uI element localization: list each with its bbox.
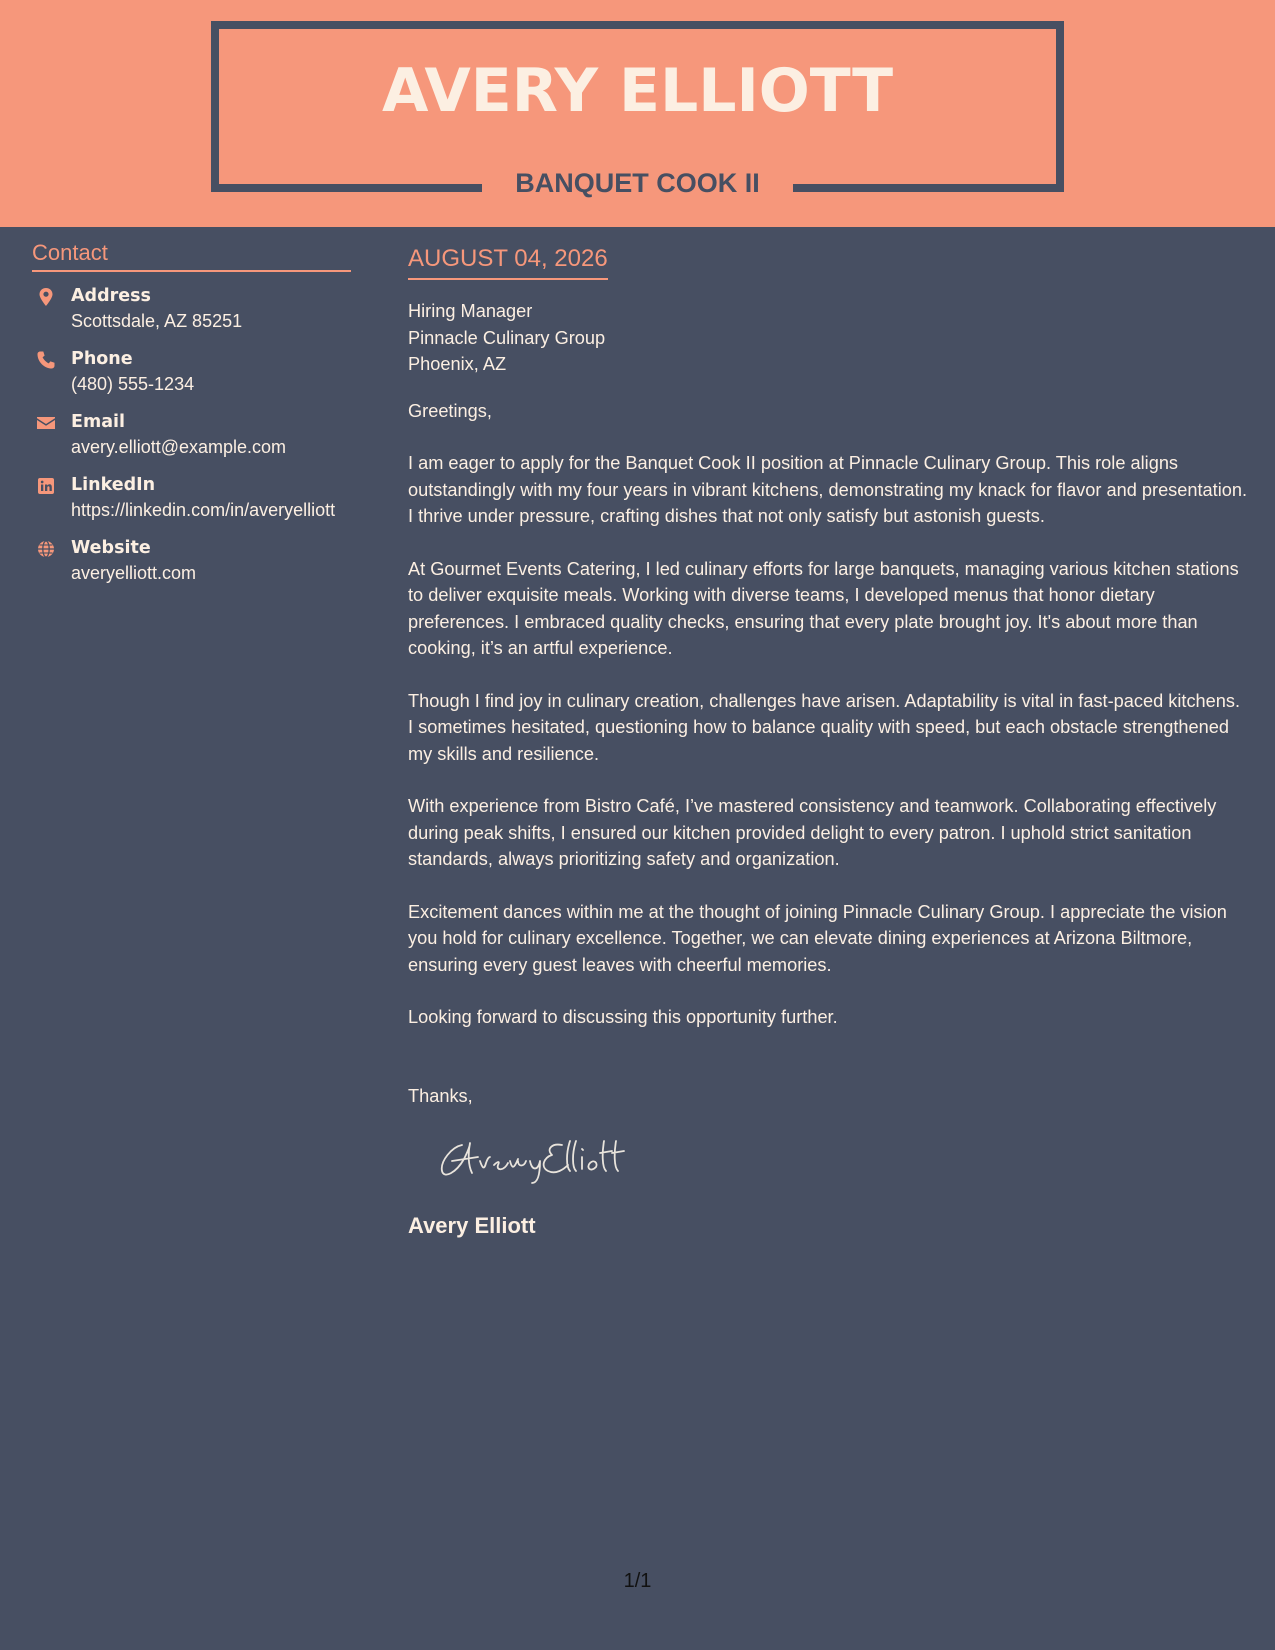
recipient-line: Hiring Manager (408, 301, 533, 321)
contact-email (32, 410, 351, 459)
contact-website (32, 536, 351, 585)
linkedin-icon (36, 476, 56, 496)
contact-phone (32, 347, 351, 396)
recipient-block (408, 298, 1248, 378)
contact-value: (480) 555-1234 (71, 374, 195, 394)
candidate-name: AVERY ELLIOTT (381, 56, 894, 126)
contact-label: Website (71, 538, 151, 558)
contact-linkedin (32, 473, 351, 522)
contact-address (32, 284, 351, 333)
recipient-line: Phoenix, AZ (408, 354, 507, 374)
greeting: Greetings, (408, 400, 492, 421)
contact-sidebar (32, 240, 351, 599)
contact-value: Scottsdale, AZ 85251 (71, 311, 243, 331)
body-paragraph: At Gourmet Events Catering, I led culinary efforts for large banquets, managing various kitchen stations to deliver exquisite meals. Working with diverse teams, I developed menus that honor dietary preferences. I embraced quality checks, ensuring that every plate brought joy. It's about more than cooking, it’s an artful experience. (408, 558, 1239, 658)
letter-body (408, 244, 1248, 1239)
contact-section-title: Contact (32, 240, 351, 272)
body-paragraph: Though I find joy in culinary creation, challenges have arisen. Adaptability is vital in fast-paced kitchens. I sometimes hesitated, questioning how to balance quality with speed, but each obstacle strengthened my skills and resilience. (408, 690, 1241, 764)
contact-label: Email (71, 412, 125, 432)
body-paragraph: With experience from Bistro Café, I’ve mastered consistency and teamwork. Collaborating effectively during peak shifts, I ensured our kitchen provided delight to every patron. I uphold strict sanitation standards, always prioritizing safety and organization. (408, 796, 1217, 869)
contact-value[interactable]: https://linkedin.com/in/averyelliott (71, 500, 336, 520)
contact-label: Phone (71, 349, 133, 369)
contact-label: Address (71, 286, 151, 306)
contact-value[interactable]: avery.elliott@example.com (71, 437, 287, 457)
job-title: BANQUET COOK II (515, 168, 760, 198)
contact-label: LinkedIn (71, 475, 156, 495)
map-pin-icon (36, 287, 56, 307)
body-paragraph: I am eager to apply for the Banquet Cook II position at Pinnacle Culinary Group. This role aligns outstandingly with my four years in vibrant kitchens, demonstrating my knack for flavor and presentation. I thrive under pressure, crafting dishes that not only satisfy but astonish guests. (408, 453, 1248, 526)
closing: Thanks, (408, 1085, 473, 1106)
globe-icon (36, 539, 56, 559)
job-title-container (482, 163, 793, 203)
header-banner (0, 0, 1275, 227)
phone-icon (36, 350, 56, 370)
signed-name: Avery Elliott (408, 1212, 536, 1238)
letter-date: AUGUST 04, 2026 (408, 244, 608, 280)
recipient-line: Pinnacle Culinary Group (408, 327, 606, 348)
contact-value[interactable]: averyelliott.com (71, 563, 197, 583)
envelope-icon (36, 413, 56, 433)
handwritten-signature (434, 1127, 654, 1187)
page-number: 1/1 (623, 1570, 652, 1592)
body-paragraph: Looking forward to discussing this opportunity further. (408, 1007, 838, 1027)
body-paragraph: Excitement dances within me at the thought of joining Pinnacle Culinary Group. I appreciate the vision you hold for culinary excellence. Together, we can elevate dining experiences at Arizona Biltmore, ensuring every guest leaves with cheerful memories. (408, 901, 1227, 975)
